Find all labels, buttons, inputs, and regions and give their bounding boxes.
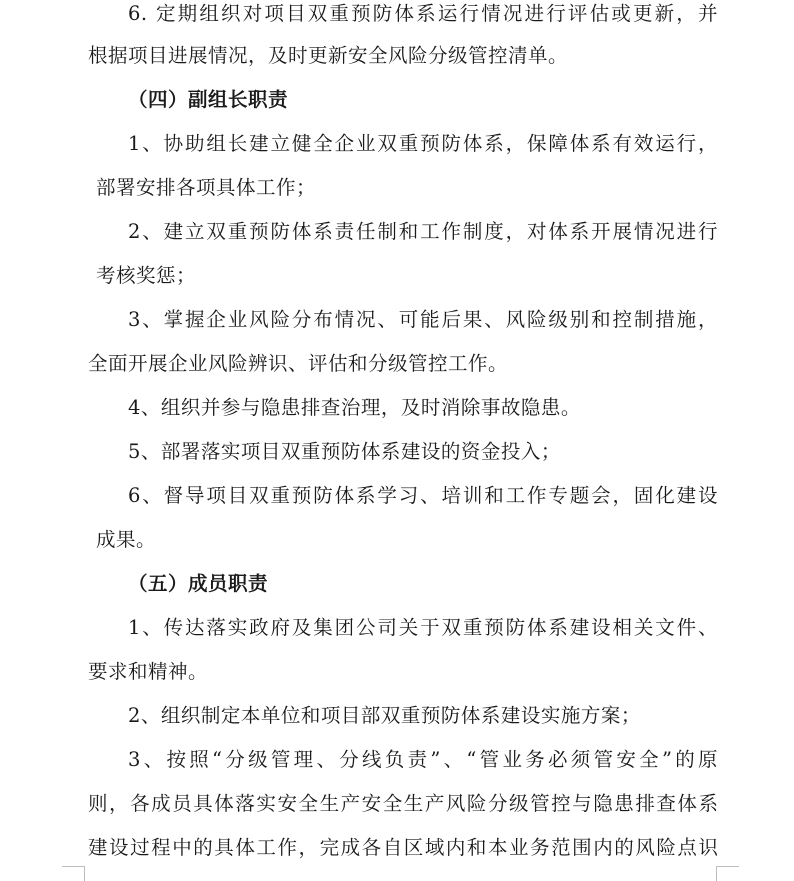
paragraph-line: 部署安排各项具体工作；	[96, 176, 317, 199]
paragraph-line: 4、组织并参与隐患排查治理，及时消除事故隐患。	[128, 396, 581, 419]
section-heading-5: （五）成员职责	[128, 572, 269, 595]
paragraph-line: 根据项目进展情况，及时更新安全风险分级管控清单。	[88, 44, 569, 67]
paragraph-line: 5、部署落实项目双重预防体系建设的资金投入；	[128, 440, 561, 463]
page-corner-mark-right	[716, 866, 739, 881]
paragraph-line: 2、建立双重预防体系责任制和工作制度，对体系开展情况进行	[128, 220, 718, 243]
paragraph-line: 则，各成员具体落实安全生产安全生产风险分级管控与隐患排查体系	[88, 792, 718, 815]
paragraph-line: 3、按照“分级管理、分线负责”、“管业务必须管安全”的原	[128, 748, 718, 771]
paragraph-line: 6. 定期组织对项目双重预防体系运行情况进行评估或更新，并	[128, 2, 718, 25]
paragraph-line: 3、掌握企业风险分布情况、可能后果、风险级别和控制措施，	[128, 308, 718, 331]
paragraph-line: 建设过程中的具体工作，完成各自区域内和本业务范围内的风险点识	[88, 836, 718, 859]
paragraph-line: 全面开展企业风险辨识、评估和分级管控工作。	[88, 352, 509, 375]
section-heading-4: （四）副组长职责	[128, 88, 289, 111]
paragraph-line: 要求和精神。	[88, 660, 209, 683]
paragraph-line: 考核奖惩；	[96, 264, 197, 287]
paragraph-line: 成果。	[96, 528, 157, 551]
paragraph-line: 1、协助组长建立健全企业双重预防体系，保障体系有效运行，	[128, 132, 718, 155]
paragraph-line: 2、组织制定本单位和项目部双重预防体系建设实施方案；	[128, 704, 641, 727]
page-corner-mark-left	[62, 866, 85, 881]
paragraph-line: 1、传达落实政府及集团公司关于双重预防体系建设相关文件、	[128, 616, 718, 639]
paragraph-line: 6、督导项目双重预防体系学习、培训和工作专题会，固化建设	[128, 484, 718, 507]
